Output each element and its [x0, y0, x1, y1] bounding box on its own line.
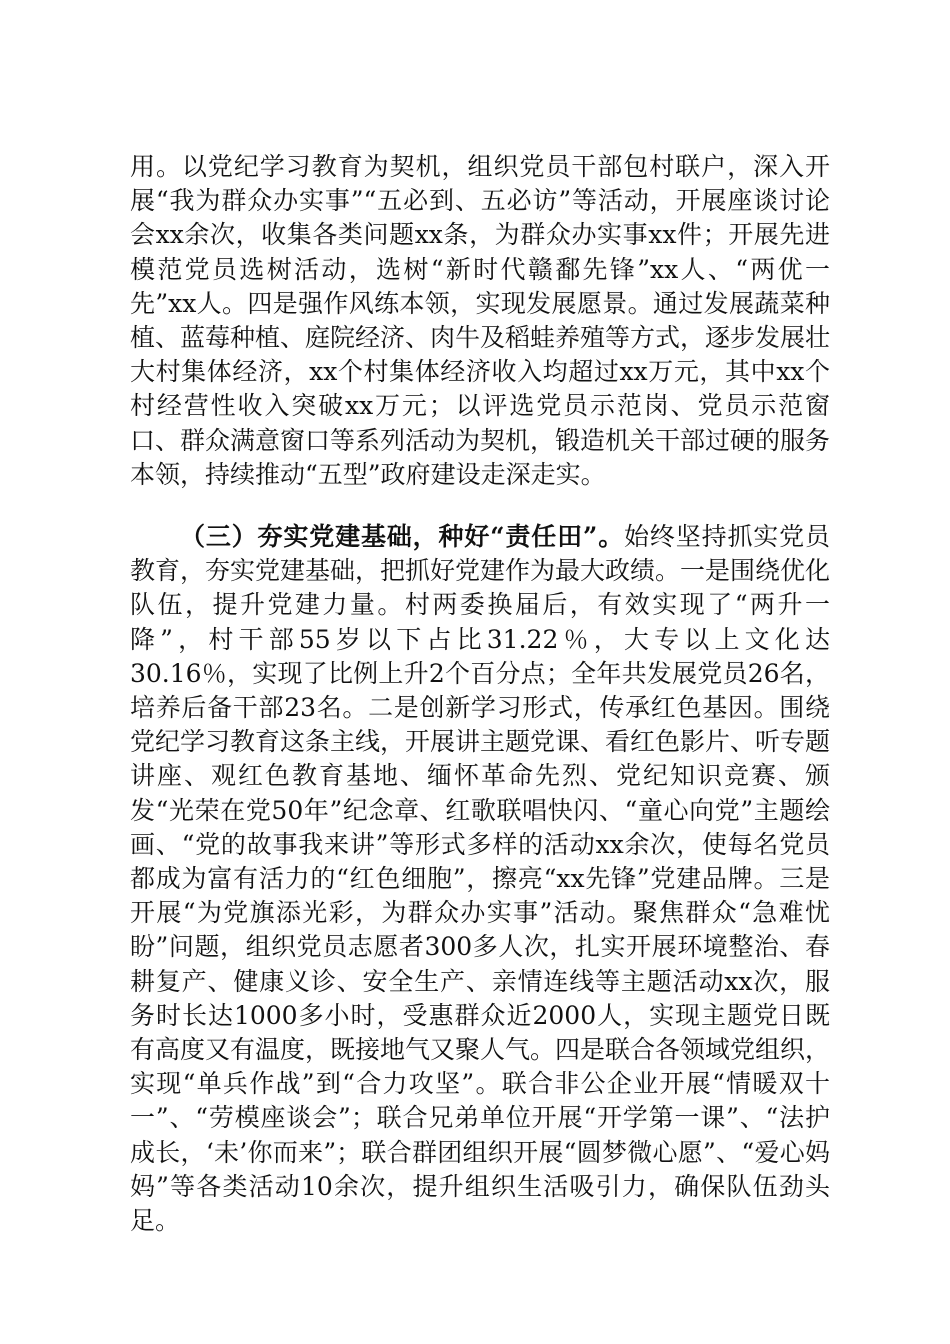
paragraph-continuation: 用。以党纪学习教育为契机，组织党员干部包村联户，深入开展“我为群众办实事”“五必到、五必访”等活动，开展座谈讨论会xx余次，收集各类问题xx条，为群众办实事xx件；开展先进模范党员选树活动，选树“新时代赣鄱先锋”xx人、“两优一先”xx人。四是强作风练本领，实现发展愿景。通过发展蔬菜种植、蓝莓种植、庭院经济、肉牛及稻蛙养殖等方式，逐步发展壮大村集体经济，xx个村集体经济收入均超过xx万元，其中xx个村经营性收入突破xx万元；以评选党员示范岗、党员示范窗口、群众满意窗口等系列活动为契机，锻造机关干部过硬的服务本领，持续推动“五型”政府建设走深走实。 — [130, 152, 831, 489]
section-heading: （三）夯实党建基础，种好“责任田”。 — [180, 522, 625, 552]
paragraph-section-three — [130, 520, 830, 1238]
document-page — [130, 150, 830, 1238]
section-body: 始终坚持抓实党员教育，夯实党建基础，把抓好党建作为最大政绩。一是围绕优化队伍，提升党建力量。村两委换届后，有效实现了“两升一降”，村干部55岁以下占比31.22％，大专以上文化达30.16％，实现了比例上升2个百分点；全年共发展党员26名，培养后备干部23名。二是创新学习形式，传承红色基因。围绕党纪学习教育这条主线，开展讲主题党课、看红色影片、听专题讲座、观红色教育基地、缅怀革命先烈、党纪知识竞赛、颁发“光荣在党50年”纪念章、红歌联唱快闪、“童心向党”主题绘画、“党的故事我来讲”等形式多样的活动xx余次，使每名党员都成为富有活力的“红色细胞”，擦亮“xx先锋”党建品牌。三是开展“为党旗添光彩，为群众办实事”活动。聚焦群众“急难忧盼”问题，组织党员志愿者300多人次，扎实开展环境整治、春耕复产、健康义诊、安全生产、亲情连线等主题活动xx次，服务时长达1000多小时，受惠群众近2000人，实现主题党日既有高度又有温度，既接地气又聚人气。四是联合各领域党组织，实现“单兵作战”到“合力攻坚”。联合非公企业开展“情暖双十一”、“劳模座谈会”；联合兄弟单位开展“开学第一课”、“法护成长，‘未’你而来”；联合群团组织开展“圆梦微心愿”、“爱心妈妈”等各类活动10余次，提升组织生活吸引力，确保队伍劲头足。 — [130, 522, 831, 1236]
